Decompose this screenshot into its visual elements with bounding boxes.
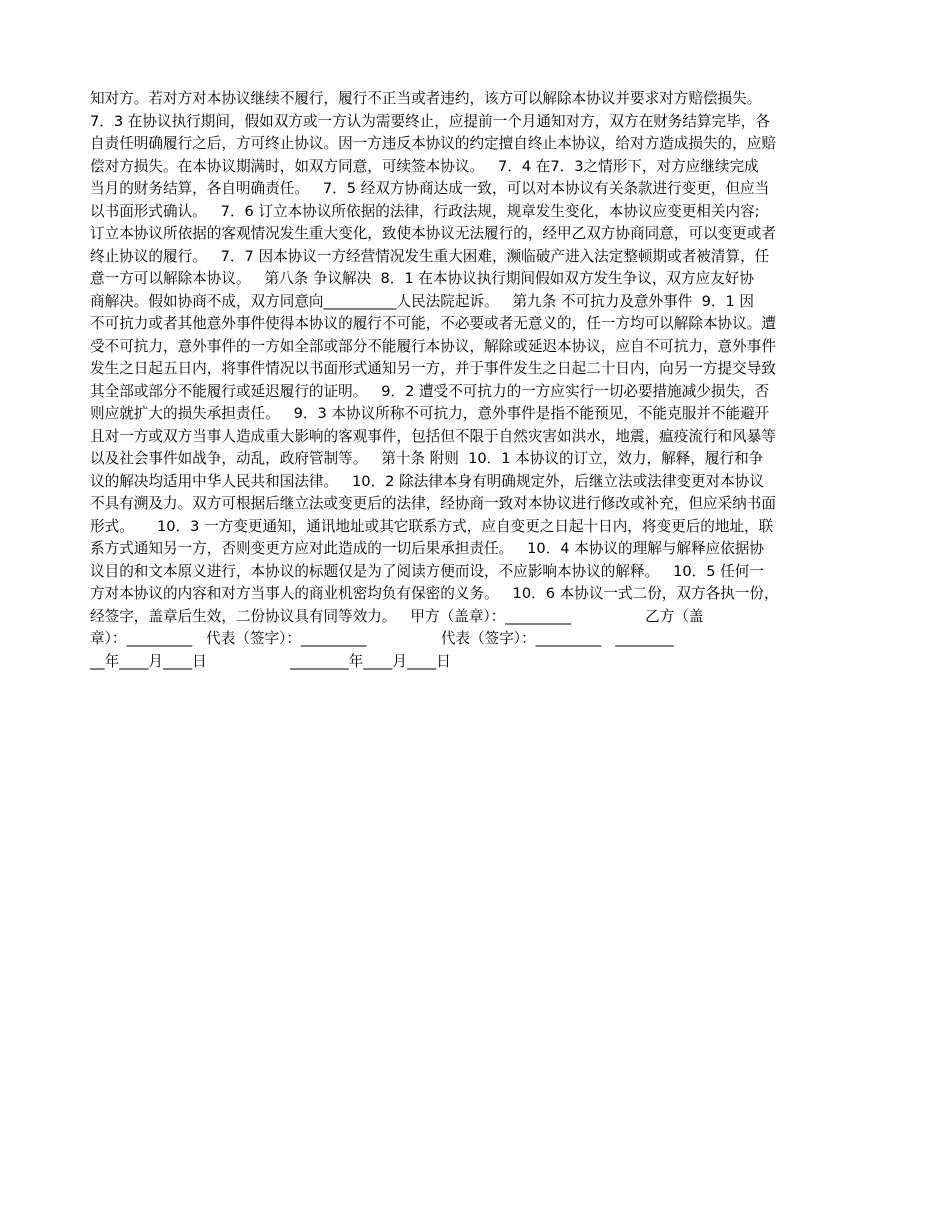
signature-party-a-line: 经签字，盖章后生效，二份协议具有同等效力。 甲方（盖章）：_________ 乙方（盖 xyxy=(90,607,704,625)
text-line-10: 商解决。假如协商不成，双方同意向__________人民法院起诉。 第九条 不可抗力及意外事件 9．1 因 xyxy=(90,292,754,310)
text-line-11: 不可抗力或者其他意外事件使得本协议的履行不可能，不必要或者无意义的，任一方均可以解除本协议。遭 xyxy=(90,315,776,332)
text-line-13: 发生之日起五日内，将事件情况以书面形式通知另一方，并于事件发生之日起二十日内，向另一方提交导致 xyxy=(90,360,776,377)
text-line-9: 意一方可以解除本协议。 第八条 争议解决 8．1 在本协议执行期间假如双方发生争议，双方应友好协 xyxy=(90,270,754,287)
text-line-22: 议目的和文本原义进行，本协议的标题仅是为了阅读方便而设，不应影响本协议的解释。 10．5 任何一 xyxy=(90,562,764,580)
text-line-7: 订立本协议所依据的客观情况发生重大变化，致使本协议无法履行的，经甲乙双方协商同意，可以变更或者 xyxy=(90,225,776,242)
text-line-20: 形式。 10．3 一方变更通知，通讯地址或其它联系方式，应自变更之日起十日内，将变更后的地址，联 xyxy=(90,517,774,535)
text-line-21: 系方式通知另一方，否则变更方应对此造成的一切后果承担责任。 10．4 本协议的理解与解释应依据协 xyxy=(90,540,764,557)
text-line-8: 终止协议的履行。 7．7 因本协议一方经营情况发生重大困难，濒临破产进入法定整顿期或者被清算，任 xyxy=(90,247,770,265)
signature-date-line: __年____月____日 ________年____月____日 xyxy=(90,652,451,670)
text-line-15: 则应就扩大的损失承担责任。 9．3 本协议所称不可抗力，意外事件是指不能预见，不能克服并不能避开 xyxy=(90,405,770,422)
text-line-23: 方对本协议的内容和对方当事人的商业机密均负有保密的义务。 10．6 本协议一式二份，双方各执一份， xyxy=(90,585,779,602)
document-body xyxy=(90,88,862,673)
text-line-4: 偿对方损失。在本协议期满时，如双方同意，可续签本协议。 7．4 在7．3之情形下，对方应继续完成 xyxy=(90,157,759,175)
text-line-6: 以书面形式确认。 7．6 订立本协议所依据的法律，行政法规，规章发生变化，本协议应变更相关内容; xyxy=(90,202,760,220)
text-line-12: 受不可抗力，意外事件的一方如全部或部分不能履行本协议，解除或延迟本协议，应自不可抗力，意外事件 xyxy=(90,337,776,355)
text-line-16: 且对一方或双方当事人造成重大影响的客观事件，包括但不限于自然灾害如洪水，地震，瘟疫流行和风暴等 xyxy=(90,427,776,445)
text-line-2: 7．3 在协议执行期间，假如双方或一方认为需要终止，应提前一个月通知对方，双方在财务结算完毕，各 xyxy=(90,112,770,130)
text-line-17: 以及社会事件如战争，动乱，政府管制等。 第十条 附则 10．1 本协议的订立，效力，解释，履行和争 xyxy=(90,450,764,467)
text-line-18: 议的解决均适用中华人民共和国法律。 10．2 除法律本身有明确规定外，后继立法或法律变更对本协议 xyxy=(90,472,764,490)
text-line-5: 当月的财务结算，各自明确责任。 7．5 经双方协商达成一致，可以对本协议有关条款进行变更，但应当 xyxy=(90,180,770,197)
text-line-19: 不具有溯及力。双方可根据后继立法或变更后的法律，经协商一致对本协议进行修改或补充，但应采纳书面 xyxy=(90,495,776,512)
text-line-14: 其全部或部分不能履行或延迟履行的证明。 9．2 遭受不可抗力的一方应实行一切必要措施减少损失，否 xyxy=(90,382,770,400)
text-line-3: 自责任明确履行之后，方可终止协议。因一方违反本协议的约定擅自终止本协议，给对方造成损失的，应赔 xyxy=(90,135,776,152)
text-line-1: 知对方。若对方对本协议继续不履行，履行不正当或者违约，该方可以解除本协议并要求对方赔偿损失。 xyxy=(90,90,762,107)
signature-representative-line: 章）：_________ 代表（签字）：_________ 代表（签字）：_________ ________ xyxy=(90,630,674,647)
